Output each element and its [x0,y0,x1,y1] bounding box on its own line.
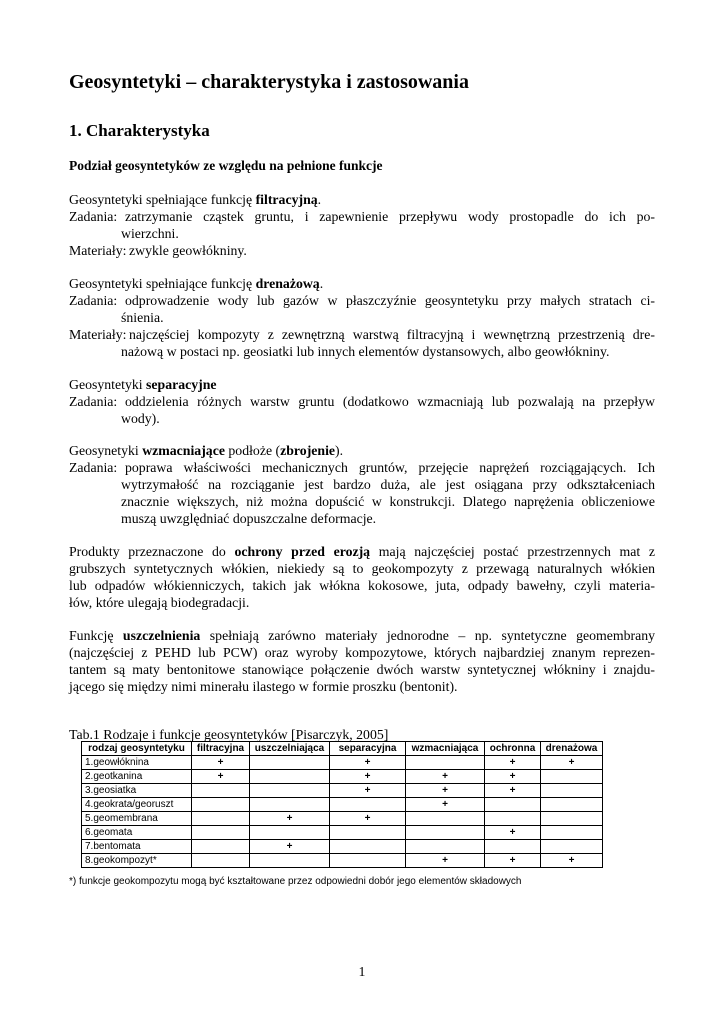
row-label-cell: 4.geokrata/georuszt [82,798,192,812]
row-label-cell: 8.geokompozyt* [82,854,192,868]
function-cell [485,798,541,812]
table-header-row [82,742,603,756]
function-cell: + [192,770,250,784]
filtr-zadania: Zadania: zatrzymanie cząstek gruntu, i zapewnienie przepływu wody prostopadle do ich po- [69,209,655,224]
function-cell: + [406,784,485,798]
function-cell [250,770,330,784]
function-cell: + [250,840,330,854]
function-cell [541,826,603,840]
function-cell: + [485,770,541,784]
function-cell: + [330,770,406,784]
dren-materialy: Materiały: najczęściej kompozyty z zewnętrzną warstwą filtracyjną i wewnętrzną przestrzenią dre- [69,327,655,342]
function-cell [192,798,250,812]
table-row [82,826,603,840]
function-cell [330,854,406,868]
function-cell: + [485,854,541,868]
function-cell: + [406,770,485,784]
table-row [82,854,603,868]
function-cell [192,826,250,840]
function-cell [330,826,406,840]
wzm-zadania-4: muszą uwzględniać dopuszczalne deformacje. [121,511,377,526]
function-cell [406,756,485,770]
erozja-paragraph [69,543,655,611]
function-cell [250,826,330,840]
function-cell [250,854,330,868]
function-cell [541,770,603,784]
function-cell [541,840,603,854]
function-cell [406,840,485,854]
table-row [82,812,603,826]
function-cell: + [192,756,250,770]
table-row [82,756,603,770]
table-row [82,784,603,798]
header-cell: separacyjna [330,742,406,756]
row-label-cell: 3.geosiatka [82,784,192,798]
function-cell [485,812,541,826]
wzm-intro: Geosynetyki wzmacniające podłoże (zbrojenie). [69,443,344,458]
table-row [82,840,603,854]
wzm-zadania: Zadania: poprawa właściwości mechanicznych gruntów, przejęcie naprężeń rozciągających. Ich [69,460,655,475]
header-cell: filtracyjna [192,742,250,756]
erozja-line-3: lub odpadów włókienniczych, takich jak włókna kokosowe, juta, odpady bawełny, czyli materia- [69,578,655,593]
wzm-zadania-2: wytrzymałość na rozciąganie jest bardzo duża, ale jest osiągana przy odkształceniach [121,477,655,492]
function-cell: + [330,812,406,826]
header-cell: ochronna [485,742,541,756]
row-label-cell: 5.geomembrana [82,812,192,826]
filtr-intro: Geosyntetyki spełniające funkcję filtracyjną. [69,192,322,207]
erozja-line-4: łów, które ulegają biodegradacji. [69,595,250,610]
dren-materialy-cont: nażową w postaci np. geosiatki lub innych elementów dystansowych, albo geowłókniny. [121,344,610,359]
function-cell [406,812,485,826]
header-cell: wzmacniająca [406,742,485,756]
row-label-cell: 2.geotkanina [82,770,192,784]
function-cell: + [330,784,406,798]
filtr-zadania-cont: wierzchni. [121,226,179,241]
erozja-line-1: Produkty przeznaczone do ochrony przed erozją mają najczęściej postać przestrzennych mat z [69,544,656,559]
page-title: Geosyntetyki – charakterystyka i zastosowania [69,71,469,93]
header-cell: uszczelniająca [250,742,330,756]
function-cell [541,784,603,798]
function-cell: + [541,854,603,868]
sep-zadania: Zadania: oddzielenia różnych warstw gruntu (dodatkowo wzmacniają lub pozwalają na przepływ [69,394,655,409]
row-label-cell: 6.geomata [82,826,192,840]
function-cell: + [541,756,603,770]
uszcz-line-2: (najczęściej z PEHD lub PCW) oraz wyroby kompozytowe, których najbardziej znanym reprezen- [69,645,655,660]
row-label-cell: 7.bentomata [82,840,192,854]
page-number: 1 [358,964,366,979]
function-cell [192,854,250,868]
table-row [82,770,603,784]
function-cell: + [330,756,406,770]
table-body [82,756,603,868]
function-cell [330,798,406,812]
function-cell [192,784,250,798]
function-cell: + [406,854,485,868]
sep-zadania-cont: wody). [121,411,160,426]
uszczelnienie-paragraph [69,627,655,695]
sep-intro: Geosyntetyki separacyjne [69,377,217,392]
uszcz-line-1: Funkcję uszczelnienia spełniają zarówno materiały jednorodne – np. syntetyczne geomembrany [69,628,655,643]
function-cell [192,840,250,854]
wzm-zadania-3: znacznie większych, niż można dopuścić w konstrukcji. Dlatego naprężenia obliczeniowe [121,494,655,509]
table-caption: Tab.1 Rodzaje i funkcje geosyntetyków [Pisarczyk, 2005] [69,727,389,742]
function-cell [192,812,250,826]
dren-zadania-cont: śnienia. [121,310,164,325]
geosynthetics-table [81,741,603,868]
dren-intro: Geosyntetyki spełniające funkcję drenażową. [69,276,324,291]
uszcz-line-4: jącego się między nimi minerału ilastego w formie proszku (bentonit). [69,679,458,694]
filtr-materialy: Materiały: zwykle geowłókniny. [69,243,247,258]
header-cell: rodzaj geosyntetyku [82,742,192,756]
header-cell: drenażowa [541,742,603,756]
function-cell [541,812,603,826]
dren-zadania: Zadania: odprowadzenie wody lub gazów w płaszczyźnie geosyntetyku przy małych stratach ci- [69,293,655,308]
function-cell: + [485,826,541,840]
function-cell [406,826,485,840]
uszcz-line-3: tantem są maty bentonitowe stanowiące połączenie dwóch warstw syntetycznej włókniny i znajdu- [69,662,655,677]
section-heading: 1. Charakterystyka [69,121,210,140]
function-cell: + [485,756,541,770]
table-row [82,798,603,812]
function-cell [250,756,330,770]
erozja-line-2: grubszych syntetycznych włókien, niekiedy są to geokompozyty z przewagą naturalnych włókien [69,561,655,576]
function-cell [330,840,406,854]
function-cell: + [485,784,541,798]
function-cell: + [250,812,330,826]
function-cell [541,798,603,812]
table-footnote: *) funkcje geokompozytu mogą być kształtowane przez odpowiedni dobór jego elementów składowych [69,876,522,887]
function-cell [485,840,541,854]
function-cell: + [406,798,485,812]
row-label-cell: 1.geowłóknina [82,756,192,770]
subsection-heading: Podział geosyntetyków ze względu na pełnione funkcje [69,158,383,173]
function-cell [250,784,330,798]
function-cell [250,798,330,812]
